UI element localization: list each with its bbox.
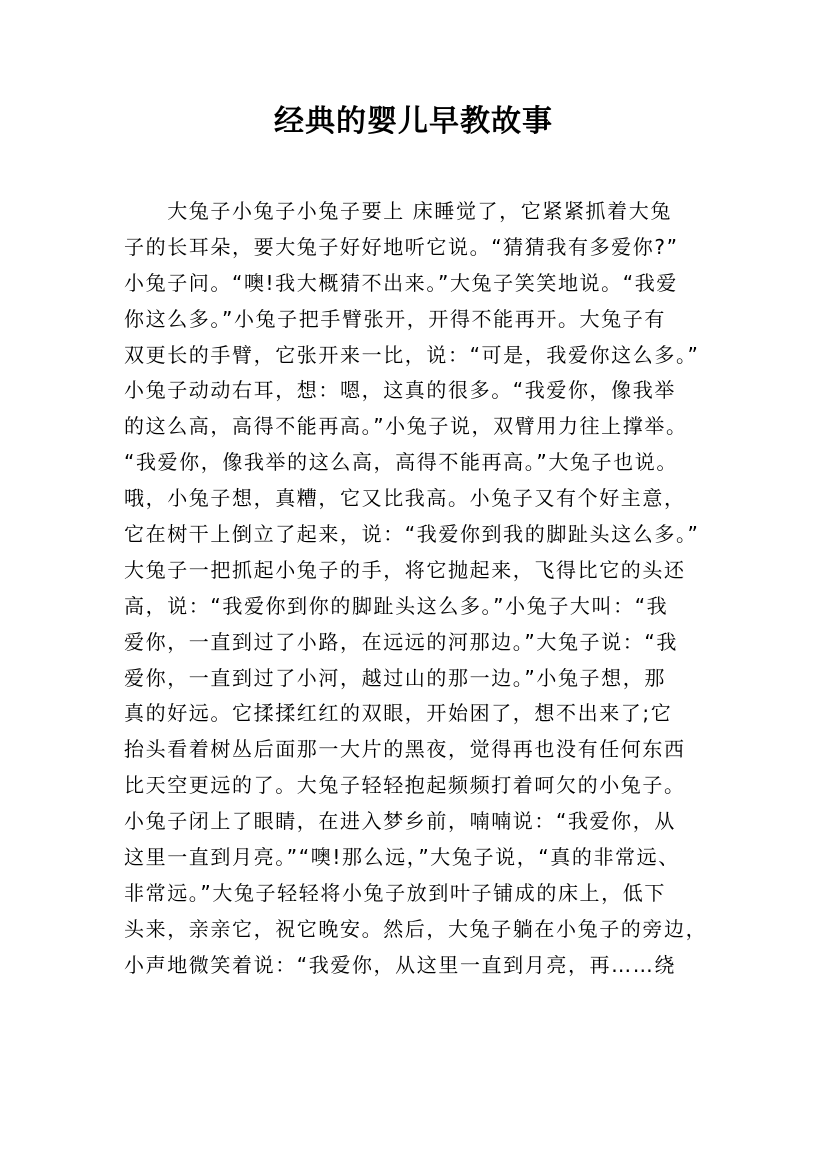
story-line: 高，说：“我爱你到你的脚趾头这么多。”小兔子大叫：“我: [124, 593, 669, 618]
story-line: 抬头看着树丛后面那一大片的黑夜，觉得再也没有任何东西: [124, 737, 686, 762]
story-line: 它在树干上倒立了起来，说：“我爱你到我的脚趾头这么多。”: [124, 522, 700, 547]
document-title: 经典的婴儿早教故事: [274, 104, 553, 139]
story-line: 小兔子动动右耳，想：嗯，这真的很多。“我爱你，像我举: [124, 378, 676, 403]
story-line: 小兔子问。“噢!我大概猜不出来。”大兔子笑笑地说。“我爱: [124, 270, 678, 295]
story-line: 爱你，一直到过了小河，越过山的那一边。”小兔子想，那: [124, 665, 666, 690]
story-line: 这里一直到月亮。”“噢!那么远，”大兔子说，“真的非常远、: [124, 845, 680, 870]
story-line: “我爱你，像我举的这么高，高得不能再高。”大兔子也说。: [124, 450, 678, 475]
story-line: 哦，小兔子想，真糟，它又比我高。小兔子又有个好主意，: [124, 486, 686, 511]
story-line: 大兔子小兔子小兔子要上 床睡觉了，它紧紧抓着大兔: [124, 199, 672, 223]
story-line: 小声地微笑着说：“我爱你，从这里一直到月亮，再……绕: [124, 952, 676, 977]
story-line: 比天空更远的了。大兔子轻轻抱起频频打着呵欠的小兔子。: [124, 773, 686, 798]
story-line: 双更长的手臂，它张开来一比，说：“可是，我爱你这么多。”: [124, 342, 700, 367]
story-line: 大兔子一把抓起小兔子的手，将它抛起来，飞得比它的头还: [124, 557, 686, 582]
story-body: [124, 194, 734, 984]
story-line: 子的长耳朵，要大兔子好好地听它说。“猜猜我有多爱你?”: [124, 234, 679, 259]
story-line: 非常远。”大兔子轻轻将小兔子放到叶子铺成的床上，低下: [124, 880, 666, 905]
story-line: 头来，亲亲它，祝它晚安。然后，大兔子躺在小兔子的旁边，: [124, 916, 708, 941]
story-line: 小兔子闭上了眼睛，在进入梦乡前，喃喃说：“我爱你，从: [124, 809, 676, 834]
story-line: 真的好远。它揉揉红红的双眼，开始困了，想不出来了;它: [124, 701, 673, 726]
story-line: 的这么高，高得不能再高。”小兔子说，双臂用力往上撑举。: [124, 414, 688, 439]
story-line: 你这么多。”小兔子把手臂张开，开得不能再开。大兔子有: [124, 306, 666, 331]
story-line: 爱你，一直到过了小路，在远远的河那边。”大兔子说：“我: [124, 629, 678, 654]
